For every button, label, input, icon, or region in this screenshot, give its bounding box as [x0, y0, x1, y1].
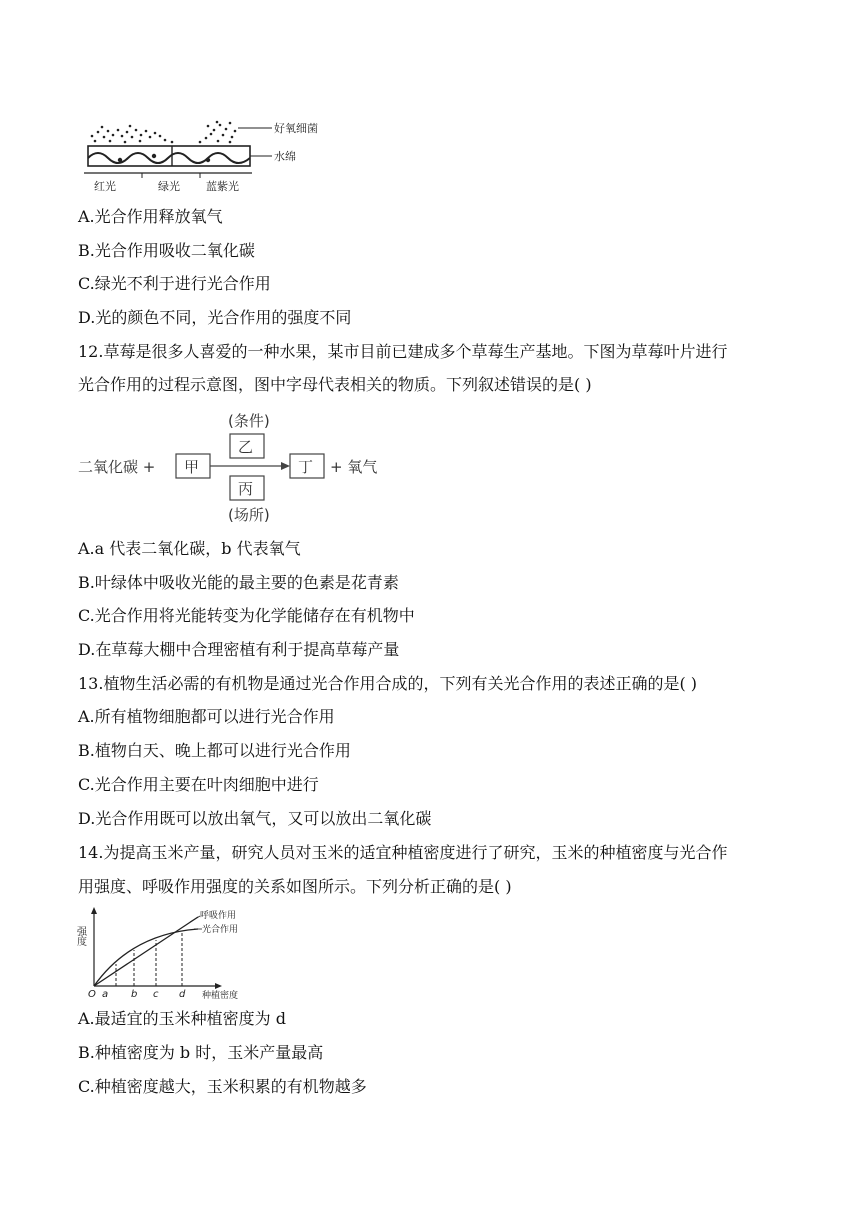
- q11-option-b: B.光合作用吸收二氧化碳: [78, 241, 255, 260]
- q11-option-a: A.光合作用释放氧气: [78, 207, 223, 226]
- figure-photosynthesis-process: [78, 408, 398, 526]
- q13-stem: 13.植物生活必需的有机物是通过光合作用合成的，下列有关光合作用的表述正确的是( ): [78, 674, 698, 693]
- q12-option-b: B.叶绿体中吸收光能的最主要的色素是花青素: [78, 573, 399, 592]
- q13-option-d: D.光合作用既可以放出氧气，又可以放出二氧化碳: [78, 809, 432, 828]
- legend-respiration: 呼吸作用: [200, 911, 237, 921]
- figure-density-graph: [74, 906, 258, 1001]
- q14-stem-line1: 14.为提高玉米产量，研究人员对玉米的适宜种植密度进行了研究，玉米的种植密度与光合作: [78, 843, 728, 862]
- origin-label: O: [88, 989, 96, 1000]
- x-axis-label: 种植密度: [202, 991, 239, 1001]
- q13-option-a: A.所有植物细胞都可以进行光合作用: [78, 707, 335, 726]
- density-intensity-graph: [74, 906, 258, 1001]
- box-jia-text: 甲: [184, 458, 200, 476]
- q14-option-a: A.最适宜的玉米种植密度为 d: [78, 1009, 286, 1028]
- photosynthesis-diagram: [78, 408, 398, 526]
- legend-photosynthesis: 光合作用: [202, 925, 239, 935]
- q12-option-c: C.光合作用将光能转变为化学能储存在有机物中: [78, 606, 415, 625]
- label-red-light: 红光: [94, 180, 116, 193]
- tick-c: c: [153, 989, 159, 1000]
- label-blue-violet-light: 蓝紫光: [206, 180, 239, 193]
- figure-bacteria-algae: [80, 118, 350, 196]
- q14-option-c: C.种植密度越大，玉米积累的有机物越多: [78, 1077, 367, 1096]
- tick-b: b: [131, 989, 138, 1000]
- label-green-light: 绿光: [158, 180, 180, 193]
- box-bing-text: 丙: [238, 480, 254, 498]
- q11-option-c: C.绿光不利于进行光合作用: [78, 274, 271, 293]
- photosynthesis-curve: [94, 929, 198, 986]
- q11-option-d: D.光的颜色不同，光合作用的强度不同: [78, 308, 352, 327]
- q12-option-d: D.在草莓大棚中合理密植有利于提高草莓产量: [78, 640, 400, 659]
- box-yi-text: 乙: [238, 438, 254, 456]
- label-aerobic-bacteria: 好氧细菌: [274, 122, 318, 135]
- tick-d: d: [179, 989, 186, 1000]
- q12-stem-line1: 12.草莓是很多人喜爱的一种水果，某市目前已建成多个草莓生产基地。下图为草莓叶片进行: [78, 342, 728, 361]
- y-axis-label: 强度: [74, 926, 86, 946]
- q12-stem-line2: 光合作用的过程示意图，图中字母代表相关的物质。下列叙述错误的是( ): [78, 375, 592, 394]
- bacteria-algae-diagram: [80, 118, 350, 196]
- bacteria-dots: [91, 121, 237, 144]
- q14-option-b: B.种植密度为 b 时，玉米产量最高: [78, 1043, 324, 1062]
- box-ding-text: 丁: [298, 458, 314, 476]
- tick-a: a: [102, 989, 109, 1000]
- q12-option-a: A.a 代表二氧化碳，b 代表氧气: [78, 539, 301, 558]
- left-text-co2: 二氧化碳 +: [78, 458, 156, 476]
- label-place: (场所): [228, 506, 270, 524]
- label-spirogyra: 水绵: [274, 150, 296, 163]
- q13-option-b: B.植物白天、晚上都可以进行光合作用: [78, 741, 351, 760]
- algae-spiral: [88, 153, 250, 163]
- q14-stem-line2: 用强度、呼吸作用强度的关系如图所示。下列分析正确的是( ): [78, 877, 512, 896]
- right-text-oxygen: + 氧气: [330, 458, 378, 476]
- label-condition: (条件): [228, 412, 270, 430]
- q13-option-c: C.光合作用主要在叶肉细胞中进行: [78, 775, 319, 794]
